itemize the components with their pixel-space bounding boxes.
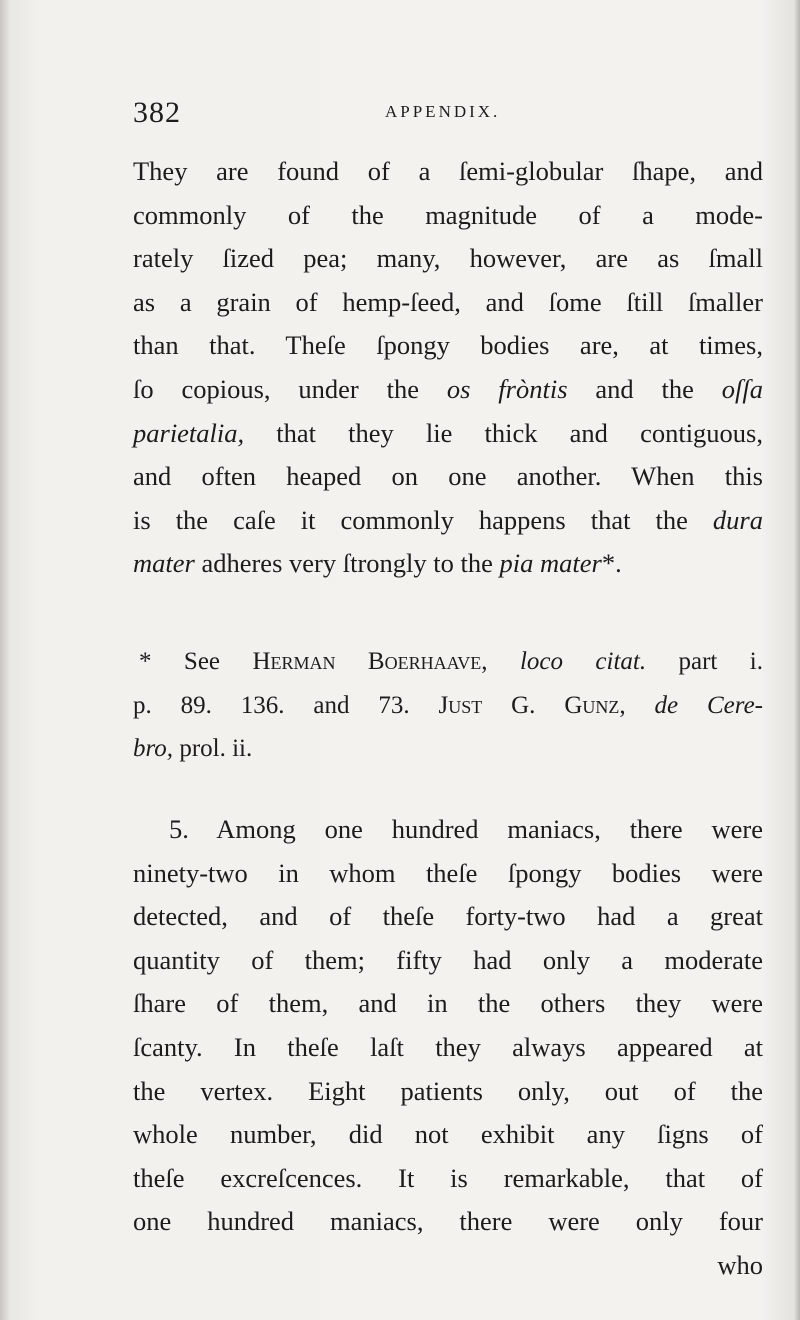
text-line: one hundred maniacs, there were only four	[133, 1206, 763, 1237]
text-line: is the caſe it commonly happens that the dura	[133, 504, 763, 535]
text-line: ninety-two in whom theſe ſpongy bodies were	[133, 857, 763, 888]
page-gutter-shadow	[0, 0, 10, 1320]
text-line: and often heaped on one another. When this	[133, 461, 763, 492]
text-line: parietalia, that they lie thick and contiguous,	[133, 417, 763, 448]
page-header	[133, 96, 763, 136]
paragraph-1	[133, 150, 763, 586]
text-line: the vertex. Eight patients only, out of the	[133, 1075, 763, 1106]
text-line: rately ſized pea; many, however, are as ſmall	[133, 243, 763, 274]
footnote-line: * See Herman Boerhaave, loco citat. part i.	[139, 648, 763, 675]
text-line: as a grain of hemp-ſeed, and ſome ſtill ſmaller	[133, 286, 763, 317]
text-line: ſhare of them, and in the others they were	[133, 988, 763, 1019]
paragraph-2	[133, 808, 763, 1288]
text-line: They are found of a ſemi-globular ſhape, and	[133, 156, 763, 186]
page-edge-shadow	[794, 0, 800, 1320]
text-line: 5. Among one hundred maniacs, there were	[169, 814, 763, 844]
text-line: detected, and of theſe forty-two had a great	[133, 901, 763, 932]
text-line: mater adheres very ſtrongly to the pia mater*.	[133, 548, 622, 579]
footnote-line: bro, prol. ii.	[133, 735, 253, 763]
text-line: ſo copious, under the os fròntis and the oſſa	[133, 373, 764, 404]
text-line: commonly of the magnitude of a mode-	[133, 199, 763, 230]
catchword: who	[717, 1249, 763, 1280]
footnote	[133, 640, 763, 771]
footnote-line: p. 89. 136. and 73. Just G. Gunz, de Cere-	[133, 691, 763, 719]
text-line: ſcanty. In theſe laſt they always appeared at	[133, 1031, 763, 1062]
text-line: whole number, did not exhibit any ſigns of	[133, 1119, 763, 1150]
text-line: quantity of them; fifty had only a moderate	[133, 944, 763, 975]
running-head: APPENDIX.	[385, 102, 501, 121]
text-line: theſe excreſcences. It is remarkable, that of	[133, 1162, 763, 1193]
text-line: than that. Theſe ſpongy bodies are, at times,	[133, 330, 763, 361]
page-number: 382	[133, 96, 181, 129]
